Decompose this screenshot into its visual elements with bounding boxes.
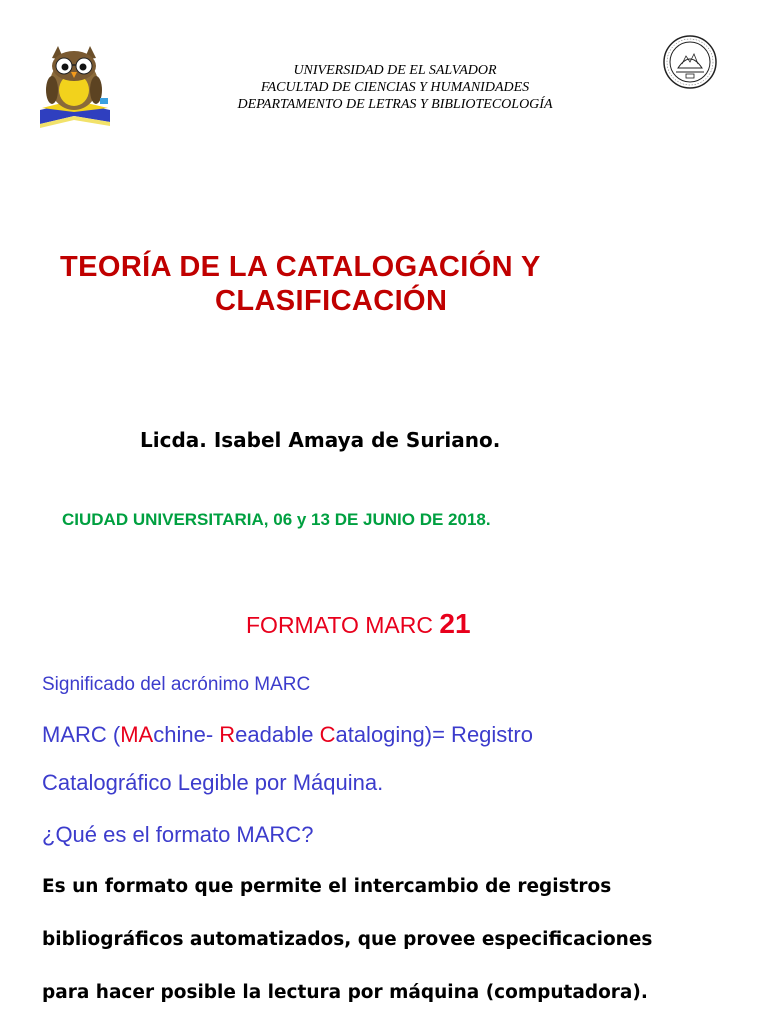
title-line-2: CLASIFICACIÓN	[215, 285, 448, 317]
def-chine: chine-	[153, 722, 220, 747]
section-heading	[246, 608, 471, 640]
paragraph-line-1: Es un formato que permite el intercambio de registros	[42, 876, 612, 897]
def-c: C	[319, 722, 336, 747]
location-date: CIUDAD UNIVERSITARIA, 06 y 13 DE JUNIO DE 2018.	[62, 510, 491, 529]
university-seal-icon	[662, 34, 718, 90]
section-heading-number: 21	[439, 608, 471, 639]
acronym-label: Significado del acrónimo MARC	[42, 674, 311, 695]
def-eadable: eadable	[235, 722, 320, 747]
marc-definition-line-2: Catalográfico Legible por Máquina.	[42, 770, 384, 795]
title-line-1: TEORÍA DE LA CATALOGACIÓN Y	[60, 251, 541, 283]
paragraph-line-2: bibliográficos automatizados, que provee especificaciones	[42, 929, 653, 950]
university-seal	[662, 34, 718, 90]
def-ma: MA	[120, 722, 154, 747]
paragraph-line-3: para hacer posible la lectura por máquina (computadora).	[42, 982, 648, 1003]
author-name: Licda. Isabel Amaya de Suriano.	[140, 428, 501, 452]
def-prefix: MARC (	[42, 722, 121, 747]
marc-question: ¿Qué es el formato MARC?	[42, 822, 314, 847]
university-name: UNIVERSIDAD DE EL SALVADOR	[293, 63, 497, 78]
def-r: R	[219, 722, 236, 747]
presentation-title	[60, 250, 740, 318]
marc-definition-line-1	[42, 722, 533, 748]
university-header	[0, 62, 768, 113]
section-heading-text: FORMATO MARC	[246, 612, 433, 638]
def-ataloging: ataloging)= Registro	[335, 722, 533, 747]
department-name: DEPARTAMENTO DE LETRAS Y BIBLIOTECOLOGÍA	[237, 97, 553, 112]
faculty-name: FACULTAD DE CIENCIAS Y HUMANIDADES	[260, 80, 530, 95]
